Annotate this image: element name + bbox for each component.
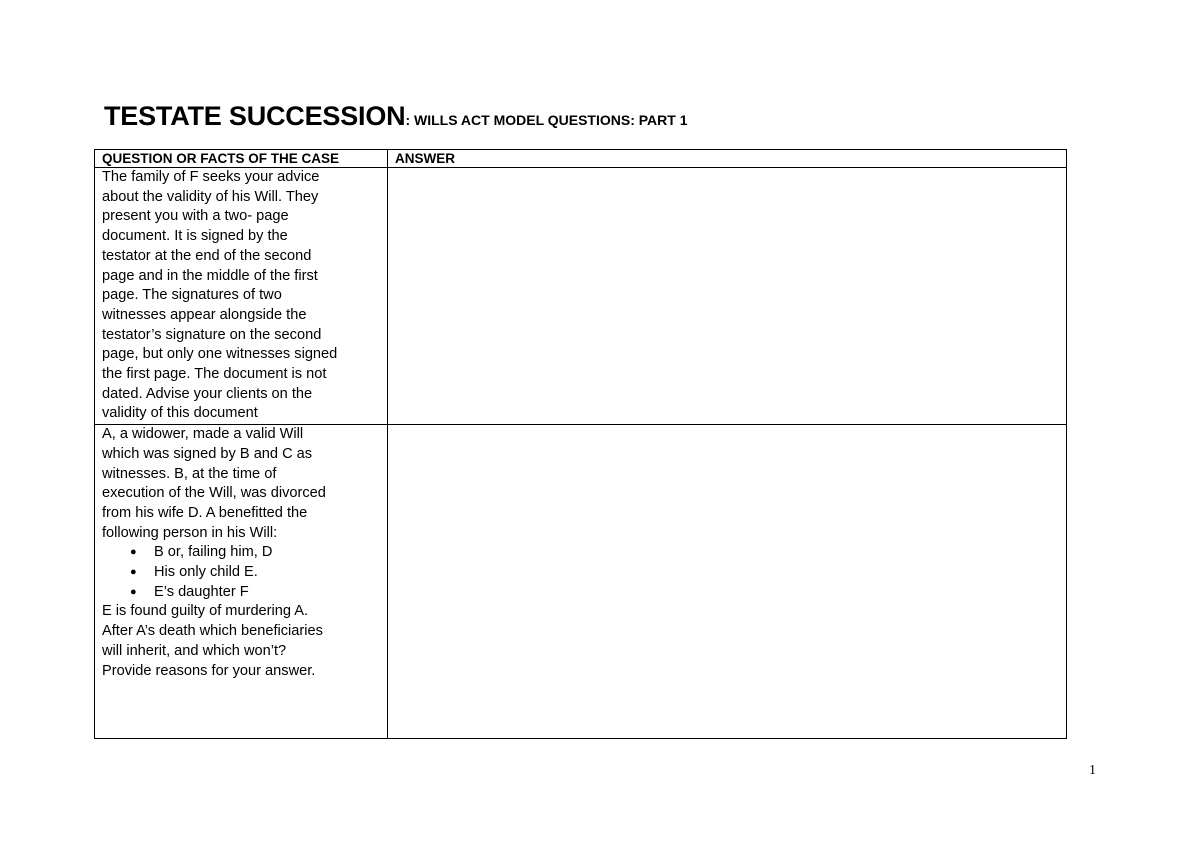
list-item: ● His only child E.: [154, 563, 380, 583]
question-cell: [95, 425, 388, 739]
title-main: TESTATE SUCCESSION: [104, 101, 406, 131]
question-line: from his wife D. A benefitted the: [102, 504, 308, 521]
question-line: validity of this document: [102, 405, 258, 422]
question-line: page, but only one witnesses signed: [102, 346, 338, 363]
question-line: execution of the Will, was divorced: [102, 485, 326, 502]
answer-cell[interactable]: [388, 425, 1067, 739]
question-line: document. It is signed by the: [102, 228, 288, 245]
questions-table: [94, 149, 1067, 739]
column-header-answer: ANSWER: [388, 150, 1067, 168]
question-line: dated. Advise your clients on the: [102, 385, 313, 402]
page-number: 1: [1089, 763, 1096, 778]
question-line: witnesses. B, at the time of: [102, 465, 277, 482]
question-line: which was signed by B and C as: [102, 445, 313, 462]
column-header-question: QUESTION OR FACTS OF THE CASE: [95, 150, 388, 168]
question-line: witnesses appear alongside the: [102, 306, 307, 323]
table-header-row: [95, 150, 1067, 168]
question-text: [102, 425, 380, 681]
beneficiary-list: [102, 543, 380, 602]
question-line: E is found guilty of murdering A.: [102, 603, 309, 620]
question-line: After A’s death which beneficiaries: [102, 623, 323, 640]
question-line: Provide reasons for your answer.: [102, 662, 316, 679]
question-line: page and in the middle of the first: [102, 267, 318, 284]
question-line: will inherit, and which won’t?: [102, 642, 287, 659]
question-line: about the validity of his Will. They: [102, 188, 319, 205]
question-text: [102, 168, 380, 424]
answer-cell[interactable]: [388, 168, 1067, 425]
question-line: The family of F seeks your advice: [102, 169, 320, 185]
question-line: testator’s signature on the second: [102, 326, 322, 343]
question-cell: [95, 168, 388, 425]
table-row: [95, 168, 1067, 425]
question-line: present you with a two- page: [102, 208, 289, 225]
table-row: [95, 425, 1067, 739]
list-item: ● B or, failing him, D: [154, 543, 380, 563]
page-title: [104, 103, 688, 130]
question-line: following person in his Will:: [102, 524, 278, 541]
title-subtitle: : WILLS ACT MODEL QUESTIONS: PART 1: [405, 112, 688, 128]
question-line: the first page. The document is not: [102, 366, 327, 383]
question-line: testator at the end of the second: [102, 247, 312, 264]
question-line: page. The signatures of two: [102, 287, 282, 304]
list-item: ● E’s daughter F: [154, 583, 380, 603]
question-line: A, a widower, made a valid Will: [102, 426, 304, 443]
